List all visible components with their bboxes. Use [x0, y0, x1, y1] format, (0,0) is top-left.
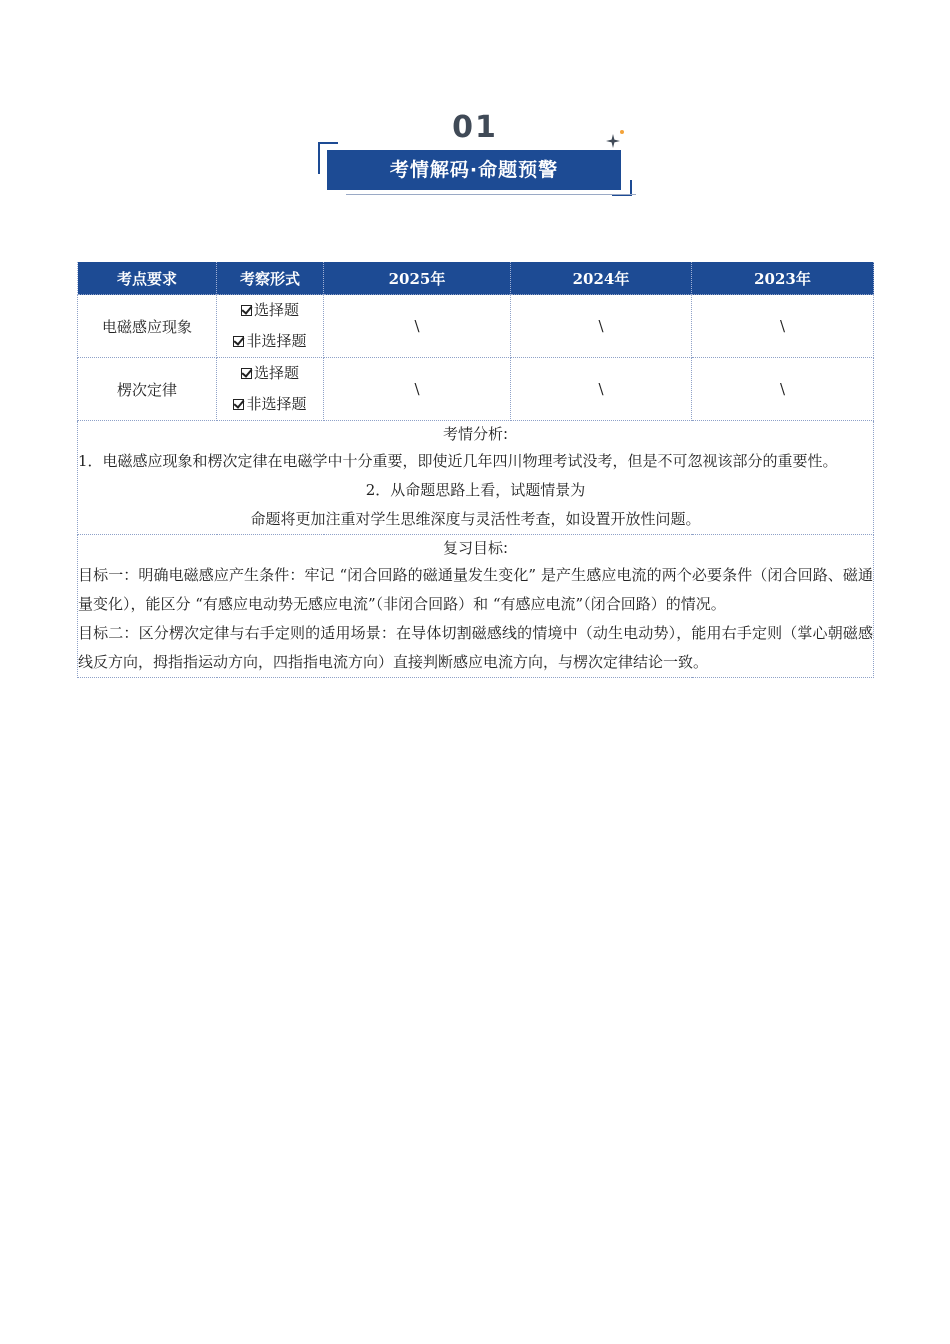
banner-underline [346, 194, 636, 195]
goals-row [78, 535, 874, 678]
bracket-top-left-bar [318, 142, 320, 174]
goal-paragraph: 目标二：区分楞次定律与右手定则的适用场景：在导体切割磁感线的情境中（动生电动势），能用右手定则（掌心朝磁感线反方向，拇指指运动方向，四指指电流方向）直接判断感应电流方向，与楞次定律结论一致。 [78, 624, 873, 671]
form-label: 选择题 [253, 364, 299, 382]
form-cell [217, 295, 324, 358]
analysis-paragraph: 1．电磁感应现象和楞次定律在电磁学中十分重要，即使近几年四川物理考试没考，但是不可忽视该部分的重要性。 [78, 452, 838, 470]
form-label: 非选择题 [246, 395, 307, 413]
year-2025-cell: \ [324, 295, 511, 358]
sparkle-dot [620, 130, 624, 134]
year-2025-cell: \ [324, 358, 511, 421]
header-form: 考察形式 [217, 262, 324, 295]
analysis-paragraph: 2．从命题思路上看，试题情景为 [365, 481, 586, 499]
analysis-row [78, 421, 874, 535]
table-row [78, 295, 874, 358]
form-label: 非选择题 [246, 332, 307, 350]
form-cell [217, 358, 324, 421]
analysis-paragraph: 命题将更加注重对学生思维深度与灵活性考查，如设置开放性问题。 [250, 510, 701, 528]
goals-cell [78, 535, 874, 678]
checked-box-icon [241, 368, 252, 379]
goal-paragraph: 目标一：明确电磁感应产生条件：牢记 “闭合回路的磁通量发生变化” 是产生感应电流的两个必要条件（闭合回路、磁通量变化），能区分 “有感应电动势无感应电流”（非闭合回路）和 “有感应电流”（闭合回路）的情况。 [78, 566, 873, 613]
topic-cell: 电磁感应现象 [78, 295, 217, 358]
checked-box-icon [233, 399, 244, 410]
section-title: 考情解码·命题预警 [327, 150, 621, 190]
header-topic: 考点要求 [78, 262, 217, 295]
form-option [217, 358, 323, 389]
checked-box-icon [241, 305, 252, 316]
analysis-heading: 考情分析: [442, 425, 509, 443]
year-2024-cell: \ [511, 295, 692, 358]
checked-box-icon [233, 336, 244, 347]
table-row [78, 358, 874, 421]
year-2023-cell: \ [692, 358, 874, 421]
table-header-row [78, 262, 874, 295]
sparkle-icon [606, 134, 620, 148]
section-banner [316, 108, 634, 200]
analysis-cell [78, 421, 874, 535]
header-2023: 2023年 [692, 262, 874, 295]
exam-analysis-table [77, 262, 874, 678]
year-2024-cell: \ [511, 358, 692, 421]
header-2024: 2024年 [511, 262, 692, 295]
section-number: 01 [452, 110, 498, 145]
topic-cell: 楞次定律 [78, 358, 217, 421]
form-option [217, 326, 323, 357]
form-option [217, 295, 323, 326]
form-option [217, 389, 323, 420]
header-2025: 2025年 [324, 262, 511, 295]
year-2023-cell: \ [692, 295, 874, 358]
form-label: 选择题 [253, 301, 299, 319]
goals-heading: 复习目标: [442, 539, 509, 557]
